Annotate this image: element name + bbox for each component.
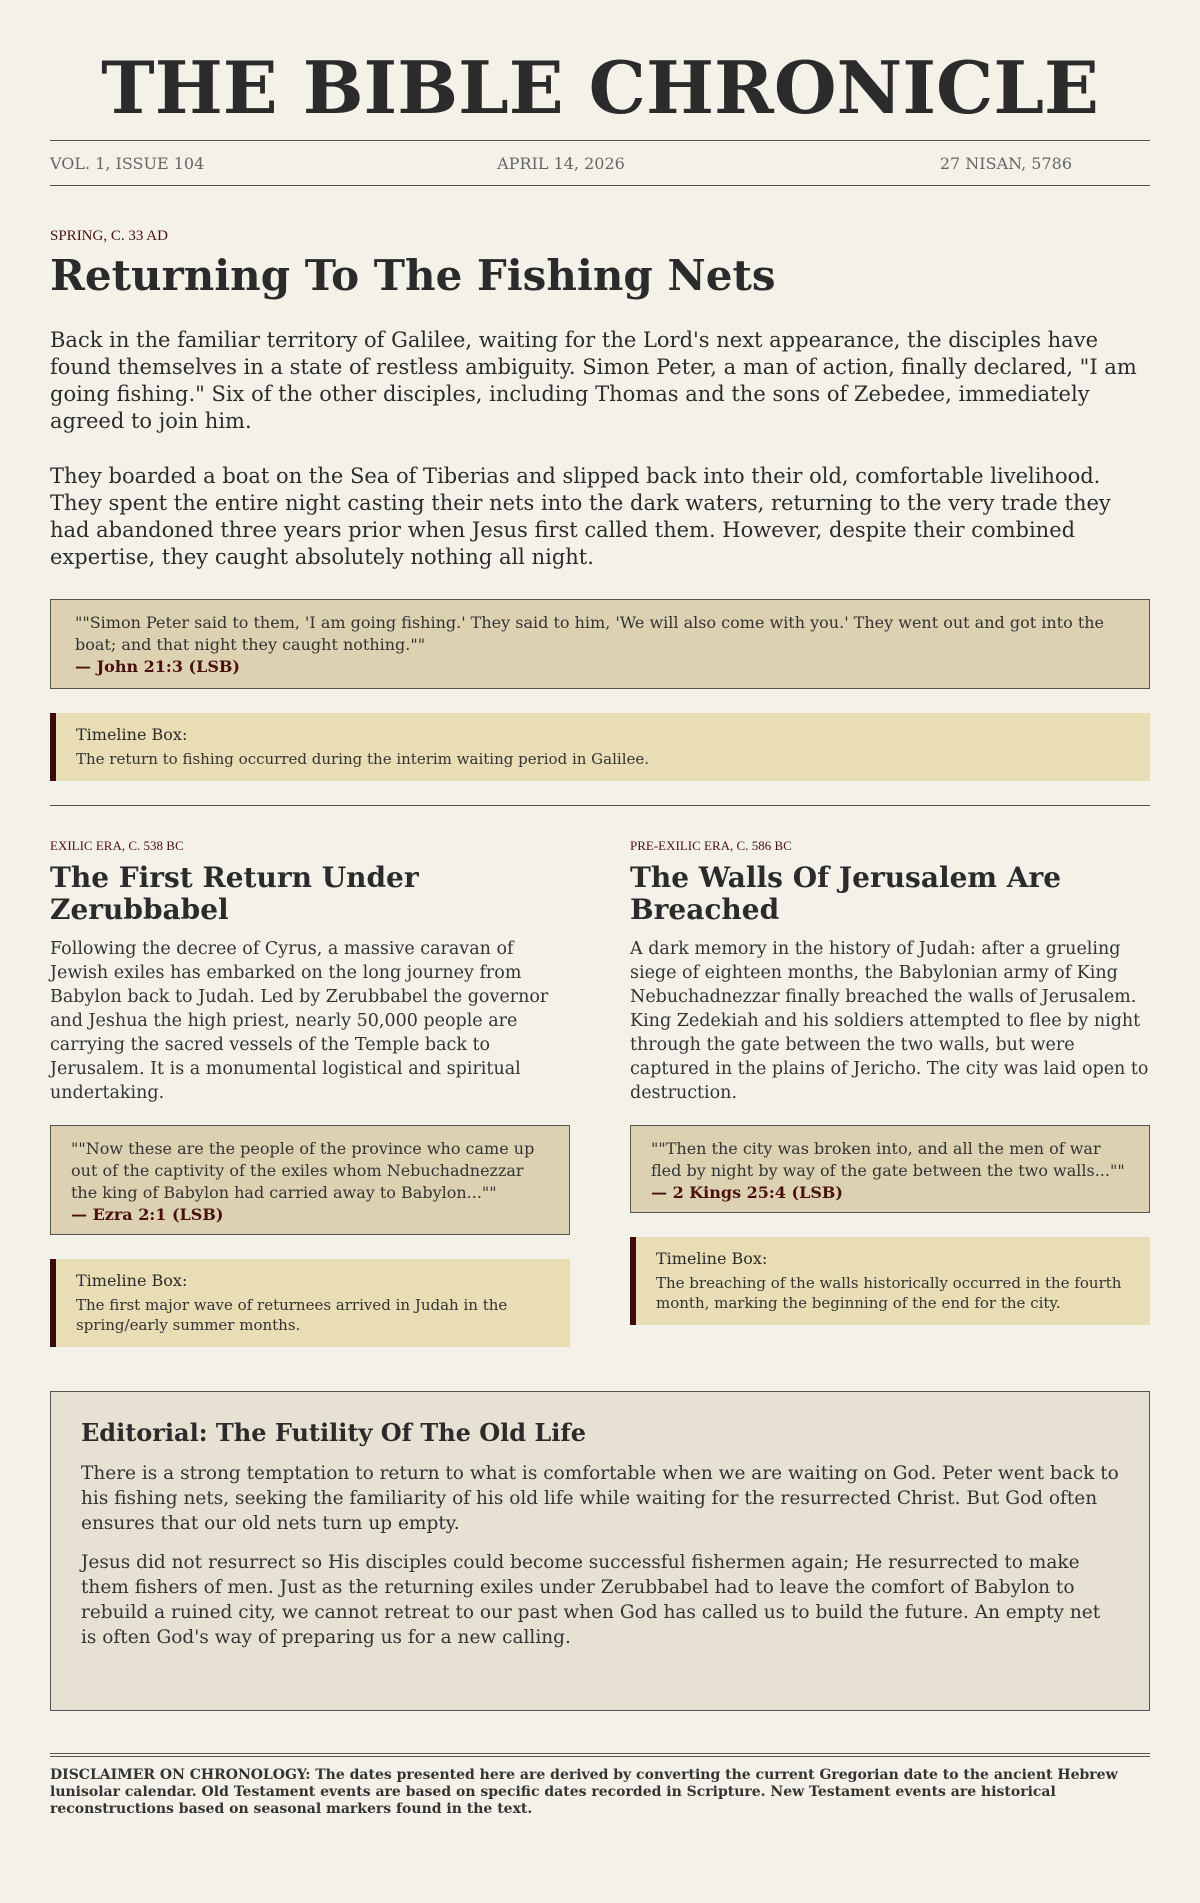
hebrew-date: 27 NISAN, 5786	[939, 153, 1073, 173]
right-timeline-box	[630, 1237, 1150, 1325]
lead-timeline-box	[50, 713, 1150, 781]
editorial-box	[50, 1391, 1150, 1711]
right-body: A dark memory in the history of Judah: after a grueling siege of eighteen months, the Babylonian army of King Nebuchadnezzar finally breached the walls of Jerusalem. King Zedekiah and his soldiers attempted to flee by night through the gate between the two walls, but were captured in the plains of Jericho. The city was laid open to destruction.	[630, 938, 1149, 1103]
section-divider	[50, 805, 1150, 806]
timeline-text: The breaching of the walls historically occurred in the fourth month, marking the beginning of the end for the city.	[656, 1273, 1122, 1312]
newspaper-page	[50, 0, 1150, 1818]
left-kicker: EXILIC ERA, C. 538 BC	[50, 838, 184, 854]
editorial-title: Editorial: The Futility Of The Old Life	[81, 1417, 587, 1447]
right-kicker: PRE-EXILIC ERA, C. 586 BC	[630, 838, 792, 854]
timeline-text: The return to fishing occurred during the interim waiting period in Galilee.	[76, 750, 650, 769]
editorial-paragraph: Jesus did not resurrect so His disciples could become successful fishermen again; He resurrected to make them fishers of men. Just as the returning exiles under Zerubbabel had to leave the comfort of Babylon to rebuild a ruined city, we cannot retreat to our past when God has called us to build the future. An empty net is often God's way of preparing us for a new calling.	[81, 1551, 1101, 1648]
lead-paragraph: Back in the familiar territory of Galilee, waiting for the Lord's next appearance, the disciples have found themselves in a state of restless ambiguity. Simon Peter, a man of action, finally declared, "I am going fishing." Six of the other disciples, including Thomas and the sons of Zebedee, immediately agreed to join him.	[50, 328, 1137, 434]
timeline-title: Timeline Box:	[76, 725, 188, 745]
left-timeline-box	[50, 1259, 570, 1347]
left-headline: The First Return Under Zerubbabel	[50, 861, 419, 927]
timeline-title: Timeline Box:	[76, 1270, 188, 1290]
quote-citation: — 2 Kings 25:4 (LSB)	[651, 1182, 843, 1202]
left-body: Following the decree of Cyrus, a massive caravan of Jewish exiles has embarked on the long journey from Babylon back to Judah. Led by Zerubbabel the governor and Jeshua the high priest, nearly 50,000 people are carrying the sacred vessels of the Temple back to Jerusalem. It is a monumental logistical and spiritual undertaking.	[50, 938, 549, 1103]
chronology-disclaimer: DISCLAIMER ON CHRONOLOGY: The dates presented here are derived by converting the current Gregorian date to the ancient Hebrew lunisolar calendar. Old Testament events are based on specific dates recorded in Scripture. New Testament events are historical reconstructions based on seasonal markers found in the text.	[50, 1753, 1150, 1818]
lead-kicker: SPRING, C. 33 AD	[50, 228, 168, 244]
timeline-text: The first major wave of returnees arrived in Judah in the spring/early summer months.	[76, 1295, 508, 1334]
left-scripture-quote	[50, 1125, 570, 1235]
right-article	[630, 838, 1150, 1346]
right-scripture-quote	[630, 1125, 1150, 1213]
two-column-articles	[50, 838, 1150, 1346]
quote-text: ""Then the city was broken into, and all the men of war fled by night by way of the gate between the two walls...""	[651, 1138, 1125, 1180]
left-article	[50, 838, 570, 1346]
masthead	[50, 45, 1150, 186]
issue-volume: VOL. 1, ISSUE 104	[50, 153, 205, 173]
lead-paragraph: They boarded a boat on the Sea of Tiberias and slipped back into their old, comfortable livelihood. They spent the entire night casting their nets into the dark waters, returning to the very trade they had abandoned three years prior when Jesus first called them. However, despite their combined expertise, they caught absolutely nothing all night.	[50, 464, 1111, 570]
quote-citation: — Ezra 2:1 (LSB)	[71, 1204, 224, 1224]
lead-article	[50, 228, 1150, 781]
timeline-title: Timeline Box:	[656, 1248, 768, 1268]
masthead-title: THE BIBLE CHRONICLE	[101, 45, 1099, 130]
lead-headline: Returning To The Fishing Nets	[50, 251, 776, 300]
issue-date: APRIL 14, 2026	[497, 153, 625, 173]
quote-citation: — John 21:3 (LSB)	[75, 657, 240, 677]
quote-text: ""Now these are the people of the province who came up out of the captivity of the exiles whom Nebuchadnezzar the king of Babylon had carried away to Babylon...""	[71, 1138, 535, 1202]
editorial-paragraph: There is a strong temptation to return to what is comfortable when we are waiting on God. Peter went back to his fishing nets, seeking the familiarity of his old life while waiting for the resurrected Christ. But God often ensures that our old nets turn up empty.	[81, 1462, 1119, 1534]
right-headline: The Walls Of Jerusalem Are Breached	[630, 861, 1062, 927]
quote-text: ""Simon Peter said to them, 'I am going fishing.' They said to him, 'We will also come with you.' They went out and got into the boat; and that night they caught nothing.""	[75, 613, 1105, 655]
masthead-info-bar	[50, 140, 1150, 186]
lead-scripture-quote	[50, 599, 1150, 689]
